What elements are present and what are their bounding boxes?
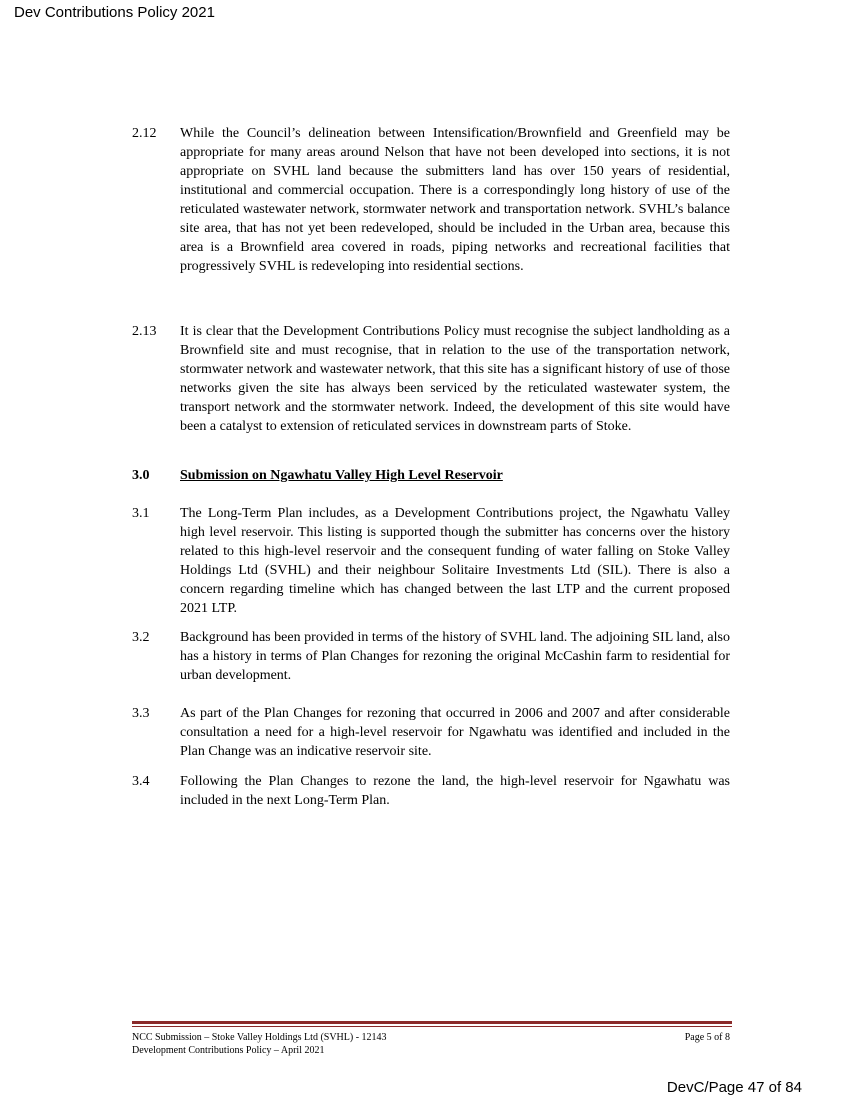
paragraph-number: 2.13 [132,324,157,339]
paragraph-number: 3.4 [132,774,150,789]
paragraph-number: 3.3 [132,706,150,721]
section-number: 3.0 [132,468,150,483]
footer-rule-thin [132,1026,732,1027]
paragraph-3-2 [132,628,730,685]
footer-rule-thick [132,1021,732,1024]
paragraph-2-13 [132,322,730,436]
paragraph-2-12 [132,124,730,276]
document-header-title: Dev Contributions Policy 2021 [14,4,215,21]
paragraph-number: 3.2 [132,630,150,645]
paragraph-text: While the Council’s delineation between Intensification/Brownfield and Greenfield may be appropriate for many areas around Nelson that have not been developed into sections, it is not appropriate on SVHL land because the submitters land has over 150 years of residential, institutional and commercial occupation. There is a correspondingly long history of use of the reticulated wastewater network, stormwater network and transportation network. SVHL’s balance site area, that has not yet been redeveloped, should be included in the Urban area, because this area is a Brownfield area covered in roads, piping networks and recreational facilities that progressively SVHL is redeveloping into residential sections. [180,126,730,274]
page-stamp: DevC/Page 47 of 84 [666,1079,802,1096]
paragraph-number: 3.1 [132,506,150,521]
paragraph-3-3 [132,704,730,761]
footer-line-2: Development Contributions Policy – April 2021 [132,1045,325,1056]
paragraph-text: Following the Plan Changes to rezone the land, the high-level reservoir for Ngawhatu was included in the next Long-Term Plan. [180,774,730,808]
footer-left [132,1031,387,1057]
footer-page-number: Page 5 of 8 [684,1032,730,1043]
footer-line-1: NCC Submission – Stoke Valley Holdings Ltd (SVHL) - 12143 [132,1032,387,1043]
paragraph-text: The Long-Term Plan includes, as a Development Contributions project, the Ngawhatu Valley high level reservoir. This listing is supported though the submitter has concerns over the history related to this high-level reservoir and the consequent funding of water falling on Stoke Valley Holdings Ltd (SVHL) and their neighbour Solitaire Investments Ltd (SIL). There is also a concern regarding timeline which has changed between the last LTP and the current proposed 2021 LTP. [180,506,730,616]
paragraph-3-4 [132,772,730,810]
section-title: Submission on Ngawhatu Valley High Level Reservoir [180,468,503,483]
paragraph-text: As part of the Plan Changes for rezoning that occurred in 2006 and 2007 and after considerable consultation a need for a high-level reservoir for Ngawhatu was identified and included in the Plan Change was an indicative reservoir site. [180,706,730,759]
paragraph-text: It is clear that the Development Contributions Policy must recognise the subject landholding as a Brownfield site and must recognise, that in relation to the use of the transportation network, stormwater network and wastewater network, that this site has a significant history of use of those networks given the site has always been serviced by the reticulated wastewater system, the transport network and the stormwater network. Indeed, the development of this site would have been a catalyst to extension of reticulated services in downstream parts of Stoke. [180,324,730,434]
paragraph-text: Background has been provided in terms of the history of SVHL land. The adjoining SIL land, also has a history in terms of Plan Changes for rezoning the original McCashin farm to residential for urban development. [180,630,730,683]
paragraph-number: 2.12 [132,126,157,141]
paragraph-3-1 [132,504,730,618]
